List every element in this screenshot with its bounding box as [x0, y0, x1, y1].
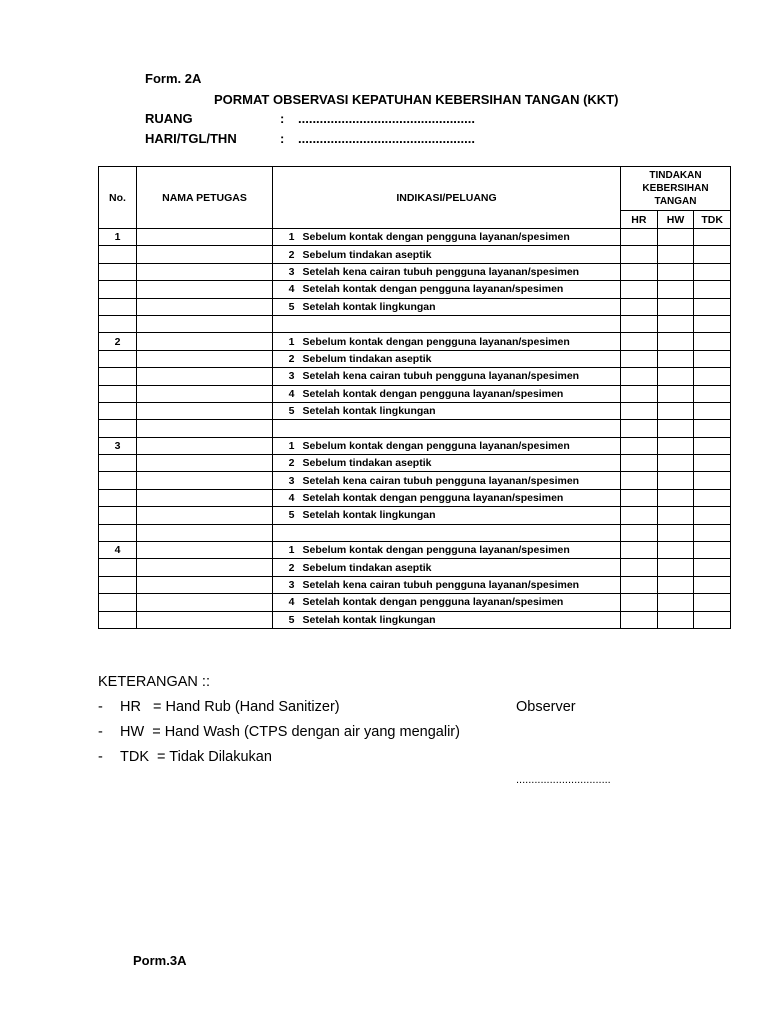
- indikasi-text: Setelah kena cairan tubuh pengguna layanan/spesimen: [295, 472, 621, 489]
- nama-petugas-cell[interactable]: [137, 246, 273, 263]
- tdk-cell[interactable]: [694, 611, 731, 628]
- indikasi-number: 1: [273, 542, 295, 559]
- list-dash: -: [98, 724, 103, 740]
- indikasi-number: 3: [273, 576, 295, 593]
- hr-cell[interactable]: [621, 333, 658, 350]
- row-no-empty: [99, 298, 137, 315]
- hw-cell[interactable]: [657, 594, 694, 611]
- indikasi-number: 2: [273, 455, 295, 472]
- keterangan-text: HW = Hand Wash (CTPS dengan air yang mengalir): [120, 724, 460, 740]
- hr-cell[interactable]: [621, 368, 658, 385]
- table-row: [99, 437, 731, 454]
- hr-cell[interactable]: [621, 229, 658, 246]
- field-ruang-value: .................................................: [298, 111, 475, 126]
- nama-petugas-cell[interactable]: [137, 385, 273, 402]
- row-no-empty: [99, 350, 137, 367]
- table-row: [99, 246, 731, 263]
- hr-cell[interactable]: [621, 263, 658, 280]
- hr-cell[interactable]: [621, 246, 658, 263]
- observation-body: [99, 229, 731, 629]
- nama-petugas-cell[interactable]: [137, 472, 273, 489]
- table-row: [99, 402, 731, 419]
- hr-cell[interactable]: [621, 507, 658, 524]
- tdk-cell[interactable]: [694, 368, 731, 385]
- hw-cell[interactable]: [657, 576, 694, 593]
- indikasi-text: Setelah kena cairan tubuh pengguna layanan/spesimen: [295, 263, 621, 280]
- nama-petugas-cell[interactable]: [137, 229, 273, 246]
- keterangan-text: HR = Hand Rub (Hand Sanitizer): [120, 699, 340, 715]
- hr-cell[interactable]: [621, 385, 658, 402]
- list-dash: -: [98, 749, 103, 765]
- table-row: [99, 576, 731, 593]
- table-row: [99, 385, 731, 402]
- row-no: 3: [99, 437, 137, 454]
- form-title: PORMAT OBSERVASI KEPATUHAN KEBERSIHAN TANGAN (KKT): [214, 92, 619, 107]
- observation-table: [98, 166, 731, 629]
- header-tindakan-label: TINDAKAN KEBERSIHAN TANGAN: [642, 170, 709, 207]
- nama-petugas-cell[interactable]: [137, 263, 273, 280]
- nama-petugas-cell[interactable]: [137, 489, 273, 506]
- list-dash: -: [98, 699, 103, 715]
- row-no: 4: [99, 542, 137, 559]
- table-row: [99, 472, 731, 489]
- spacer-row: [99, 315, 731, 332]
- indikasi-text: Setelah kontak dengan pengguna layanan/spesimen: [295, 385, 621, 402]
- indikasi-text: Setelah kena cairan tubuh pengguna layanan/spesimen: [295, 576, 621, 593]
- row-no-empty: [99, 385, 137, 402]
- indikasi-text: Sebelum tindakan aseptik: [295, 455, 621, 472]
- hw-cell[interactable]: [657, 455, 694, 472]
- nama-petugas-cell[interactable]: [137, 559, 273, 576]
- nama-petugas-cell[interactable]: [137, 507, 273, 524]
- spacer-row: [99, 524, 731, 541]
- indikasi-text: Sebelum kontak dengan pengguna layanan/spesimen: [295, 437, 621, 454]
- row-no-empty: [99, 402, 137, 419]
- hw-cell[interactable]: [657, 542, 694, 559]
- hw-cell[interactable]: [657, 298, 694, 315]
- indikasi-text: Setelah kena cairan tubuh pengguna layanan/spesimen: [295, 368, 621, 385]
- nama-petugas-cell[interactable]: [137, 594, 273, 611]
- hr-cell[interactable]: [621, 489, 658, 506]
- hr-cell[interactable]: [621, 542, 658, 559]
- table-row: [99, 507, 731, 524]
- indikasi-number: 3: [273, 263, 295, 280]
- indikasi-text: Sebelum kontak dengan pengguna layanan/spesimen: [295, 333, 621, 350]
- tdk-cell[interactable]: [694, 246, 731, 263]
- nama-petugas-cell[interactable]: [137, 368, 273, 385]
- indikasi-number: 5: [273, 402, 295, 419]
- table-row: [99, 489, 731, 506]
- next-form-code: Porm.3A: [133, 953, 187, 968]
- keterangan-title: KETERANGAN ::: [98, 674, 210, 690]
- indikasi-number: 1: [273, 333, 295, 350]
- row-no-empty: [99, 489, 137, 506]
- hr-cell[interactable]: [621, 559, 658, 576]
- tdk-cell[interactable]: [694, 507, 731, 524]
- field-ruang-label: RUANG: [145, 111, 193, 126]
- hw-cell[interactable]: [657, 402, 694, 419]
- indikasi-text: Sebelum tindakan aseptik: [295, 350, 621, 367]
- row-no-empty: [99, 455, 137, 472]
- hr-cell[interactable]: [621, 611, 658, 628]
- hw-cell[interactable]: [657, 611, 694, 628]
- header-nama-petugas: NAMA PETUGAS: [137, 167, 273, 229]
- tdk-cell[interactable]: [694, 489, 731, 506]
- hr-cell[interactable]: [621, 350, 658, 367]
- hr-cell[interactable]: [621, 402, 658, 419]
- table-row: [99, 611, 731, 628]
- nama-petugas-cell[interactable]: [137, 333, 273, 350]
- indikasi-number: 2: [273, 246, 295, 263]
- tdk-cell[interactable]: [694, 350, 731, 367]
- row-no-empty: [99, 281, 137, 298]
- hr-cell[interactable]: [621, 576, 658, 593]
- hw-cell[interactable]: [657, 437, 694, 454]
- indikasi-text: Setelah kontak lingkungan: [295, 611, 621, 628]
- hw-cell[interactable]: [657, 385, 694, 402]
- observer-label: Observer: [516, 699, 576, 715]
- nama-petugas-cell[interactable]: [137, 281, 273, 298]
- hw-cell[interactable]: [657, 333, 694, 350]
- table-row: [99, 559, 731, 576]
- nama-petugas-cell[interactable]: [137, 437, 273, 454]
- header-hw: HW: [657, 211, 694, 229]
- indikasi-number: 4: [273, 281, 295, 298]
- keterangan-text: TDK = Tidak Dilakukan: [120, 749, 272, 765]
- nama-petugas-cell[interactable]: [137, 576, 273, 593]
- indikasi-number: 4: [273, 385, 295, 402]
- header-hr: HR: [621, 211, 658, 229]
- hr-cell[interactable]: [621, 455, 658, 472]
- tdk-cell[interactable]: [694, 472, 731, 489]
- tdk-cell[interactable]: [694, 455, 731, 472]
- header-tindakan: [621, 167, 731, 211]
- row-no-empty: [99, 611, 137, 628]
- tdk-cell[interactable]: [694, 281, 731, 298]
- nama-petugas-cell[interactable]: [137, 455, 273, 472]
- field-tanggal-colon: :: [280, 131, 285, 146]
- indikasi-text: Setelah kontak dengan pengguna layanan/spesimen: [295, 281, 621, 298]
- table-row: [99, 594, 731, 611]
- indikasi-number: 1: [273, 437, 295, 454]
- hw-cell[interactable]: [657, 229, 694, 246]
- row-no-empty: [99, 559, 137, 576]
- hr-cell[interactable]: [621, 298, 658, 315]
- tdk-cell[interactable]: [694, 559, 731, 576]
- row-no: 1: [99, 229, 137, 246]
- row-no-empty: [99, 368, 137, 385]
- indikasi-number: 1: [273, 229, 295, 246]
- indikasi-text: Setelah kontak dengan pengguna layanan/spesimen: [295, 594, 621, 611]
- row-no-empty: [99, 472, 137, 489]
- tdk-cell[interactable]: [694, 402, 731, 419]
- row-no-empty: [99, 576, 137, 593]
- tdk-cell[interactable]: [694, 385, 731, 402]
- nama-petugas-cell[interactable]: [137, 542, 273, 559]
- indikasi-text: Sebelum tindakan aseptik: [295, 246, 621, 263]
- tdk-cell[interactable]: [694, 263, 731, 280]
- hr-cell[interactable]: [621, 472, 658, 489]
- field-ruang-colon: :: [280, 111, 285, 126]
- tdk-cell[interactable]: [694, 298, 731, 315]
- row-no: 2: [99, 333, 137, 350]
- hw-cell[interactable]: [657, 263, 694, 280]
- table-row: [99, 263, 731, 280]
- hw-cell[interactable]: [657, 350, 694, 367]
- tdk-cell[interactable]: [694, 333, 731, 350]
- indikasi-text: Setelah kontak dengan pengguna layanan/spesimen: [295, 489, 621, 506]
- indikasi-number: 4: [273, 594, 295, 611]
- table-row: [99, 298, 731, 315]
- indikasi-number: 3: [273, 368, 295, 385]
- row-no-empty: [99, 507, 137, 524]
- table-row: [99, 333, 731, 350]
- indikasi-number: 5: [273, 507, 295, 524]
- indikasi-number: 5: [273, 611, 295, 628]
- hw-cell[interactable]: [657, 507, 694, 524]
- header-indikasi: INDIKASI/PELUANG: [273, 167, 621, 229]
- header-no: No.: [99, 167, 137, 229]
- hw-cell[interactable]: [657, 368, 694, 385]
- hw-cell[interactable]: [657, 559, 694, 576]
- row-no-empty: [99, 263, 137, 280]
- indikasi-number: 2: [273, 559, 295, 576]
- keterangan-item-tdk: [98, 749, 272, 765]
- indikasi-number: 3: [273, 472, 295, 489]
- indikasi-text: Sebelum kontak dengan pengguna layanan/spesimen: [295, 229, 621, 246]
- table-row: [99, 368, 731, 385]
- row-no-empty: [99, 246, 137, 263]
- tdk-cell[interactable]: [694, 542, 731, 559]
- table-row: [99, 455, 731, 472]
- nama-petugas-cell[interactable]: [137, 402, 273, 419]
- indikasi-text: Setelah kontak lingkungan: [295, 298, 621, 315]
- hw-cell[interactable]: [657, 246, 694, 263]
- hr-cell[interactable]: [621, 281, 658, 298]
- observer-signature-line: ...............................: [516, 774, 611, 786]
- nama-petugas-cell[interactable]: [137, 611, 273, 628]
- hr-cell[interactable]: [621, 437, 658, 454]
- nama-petugas-cell[interactable]: [137, 350, 273, 367]
- table-row: [99, 229, 731, 246]
- table-row: [99, 281, 731, 298]
- tdk-cell[interactable]: [694, 229, 731, 246]
- indikasi-number: 2: [273, 350, 295, 367]
- indikasi-number: 4: [273, 489, 295, 506]
- indikasi-number: 5: [273, 298, 295, 315]
- hr-cell[interactable]: [621, 594, 658, 611]
- field-tanggal-value: .................................................: [298, 131, 475, 146]
- keterangan-item-hr: [98, 699, 340, 715]
- tdk-cell[interactable]: [694, 437, 731, 454]
- indikasi-text: Setelah kontak lingkungan: [295, 402, 621, 419]
- keterangan-item-hw: [98, 724, 460, 740]
- field-tanggal-label: HARI/TGL/THN: [145, 131, 237, 146]
- spacer-row: [99, 420, 731, 437]
- tdk-cell[interactable]: [694, 576, 731, 593]
- indikasi-text: Sebelum kontak dengan pengguna layanan/spesimen: [295, 542, 621, 559]
- indikasi-text: Sebelum tindakan aseptik: [295, 559, 621, 576]
- tdk-cell[interactable]: [694, 594, 731, 611]
- indikasi-text: Setelah kontak lingkungan: [295, 507, 621, 524]
- header-tdk: TDK: [694, 211, 731, 229]
- form-code: Form. 2A: [145, 71, 202, 86]
- row-no-empty: [99, 594, 137, 611]
- nama-petugas-cell[interactable]: [137, 298, 273, 315]
- hw-cell[interactable]: [657, 472, 694, 489]
- table-row: [99, 542, 731, 559]
- hw-cell[interactable]: [657, 489, 694, 506]
- table-row: [99, 350, 731, 367]
- hw-cell[interactable]: [657, 281, 694, 298]
